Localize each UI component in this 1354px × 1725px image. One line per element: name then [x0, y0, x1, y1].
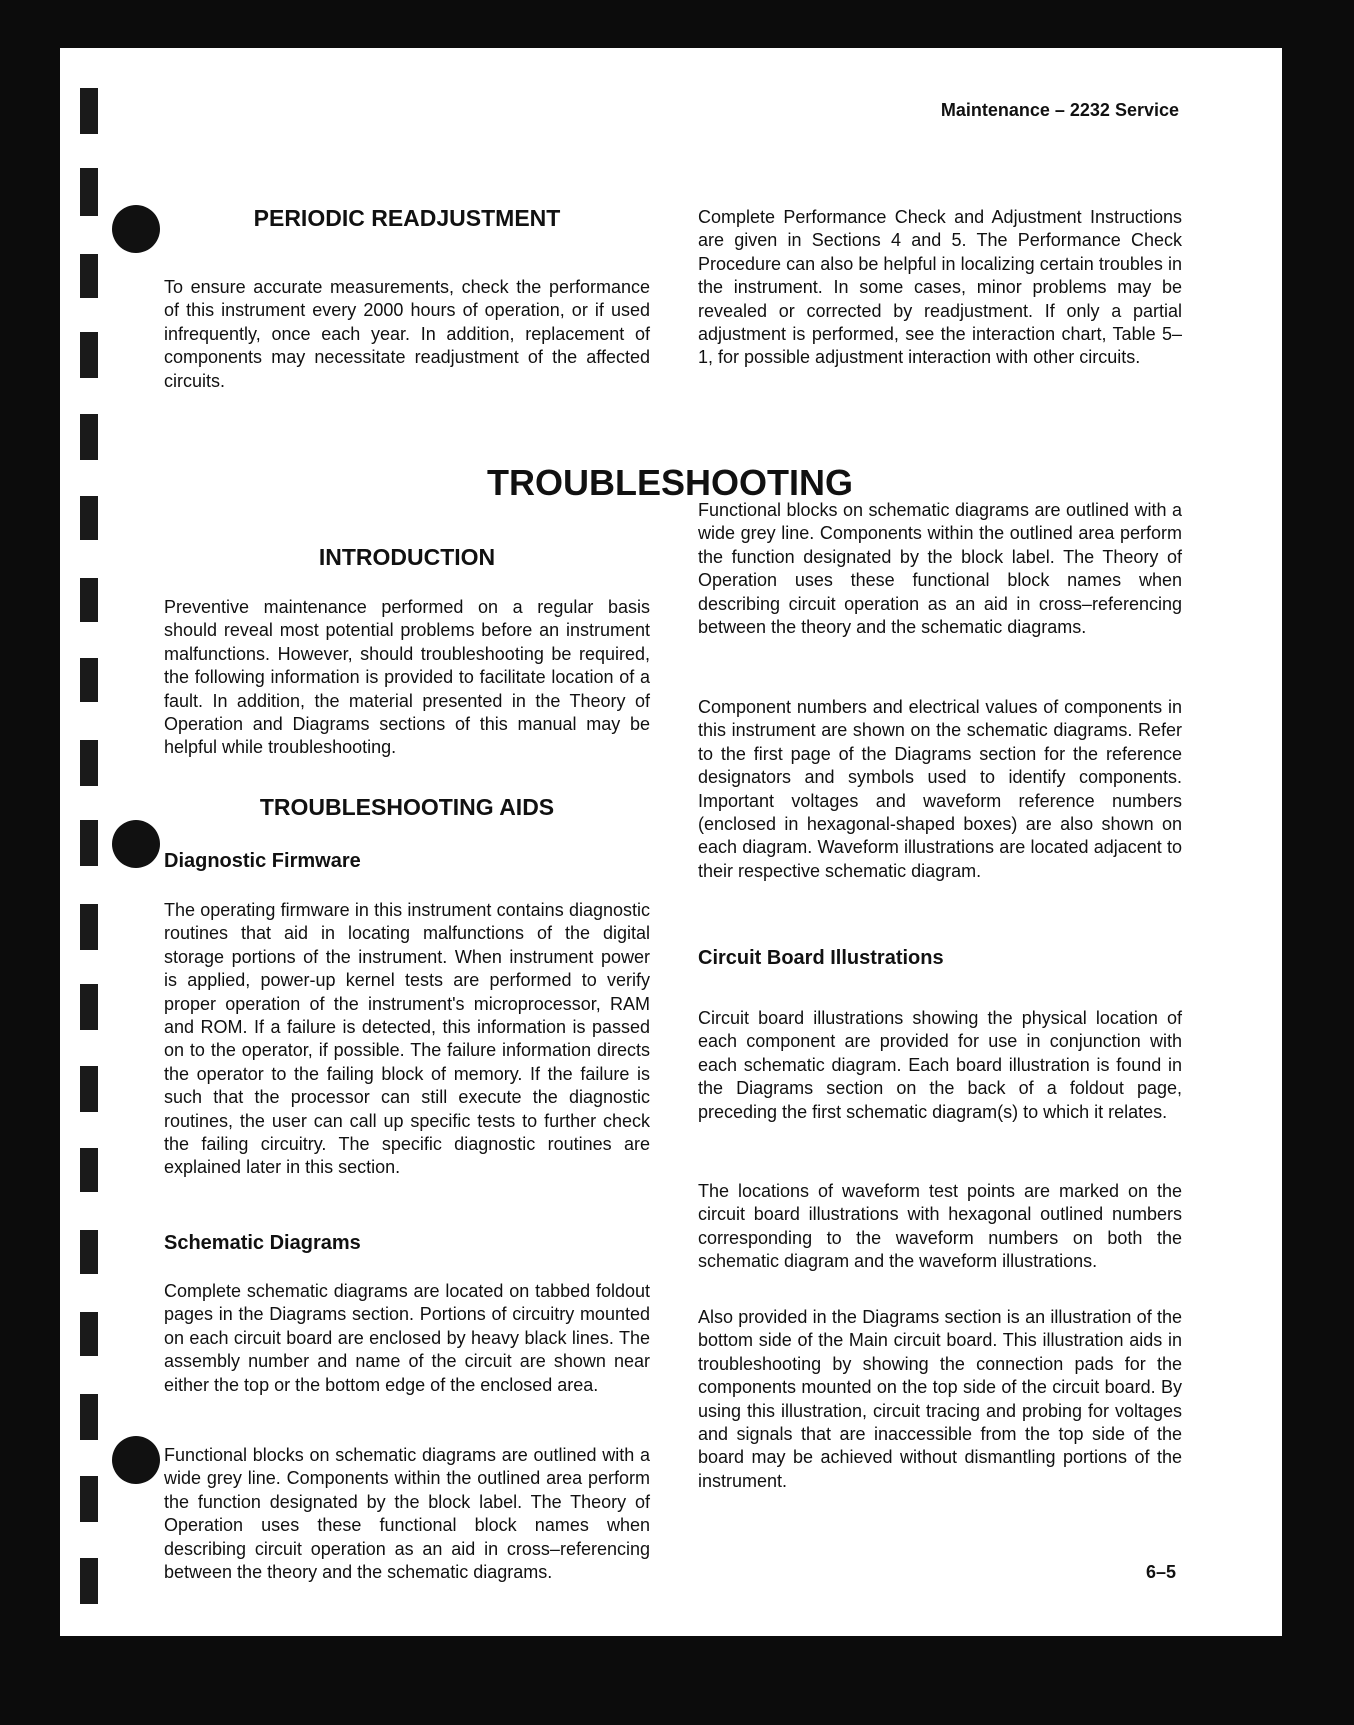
binding-mark [80, 820, 98, 866]
section-heading-periodic-readjustment: PERIODIC READJUSTMENT [253, 205, 561, 231]
binding-mark [80, 1230, 98, 1274]
punch-hole [112, 1436, 160, 1484]
paragraph: Functional blocks on schematic diagrams are outlined with a wide grey line. Components within the outlined area perform the function designated by the block label. The Theory of Operation uses these functional block names when describing circuit operation as an aid in cross–referencing between the theory and the schematic diagrams. [698, 500, 1182, 638]
binding-mark [80, 740, 98, 786]
running-header: Maintenance – 2232 Service [940, 100, 1179, 120]
page-title: TROUBLESHOOTING [487, 462, 853, 503]
binding-mark [80, 904, 98, 950]
binding-mark [80, 1476, 98, 1522]
paragraph: Preventive maintenance performed on a regular basis should reveal most potential problems before an instrument malfunctions. However, should troubleshooting be required, the following information is provided to facilitate location of a fault. In addition, the material presented in the Theory of Operation and Diagrams sections of this manual may be helpful while troubleshooting. [164, 597, 650, 758]
paragraph: Also provided in the Diagrams section is an illustration of the bottom side of the Main circuit board. This illustration aids in troubleshooting by showing the connection pads for the components mounted on the top side of the circuit board. By using this illustration, circuit tracing and probing for voltages and signals that are inaccessible from the top side of the board may be achieved without dismantling portions of the instrument. [698, 1307, 1182, 1491]
paragraph: Circuit board illustrations showing the physical location of each component are provided for use in conjunction with each schematic diagram. Each board illustration is found in the Diagrams section on the back of a foldout page, preceding the first schematic diagram(s) to which it relates. [698, 1008, 1182, 1122]
binding-mark [80, 254, 98, 298]
binding-mark [80, 1558, 98, 1604]
subheading-diagnostic-firmware: Diagnostic Firmware [164, 850, 361, 872]
binding-mark [80, 1394, 98, 1440]
binding-mark [80, 88, 98, 134]
page-number: 6–5 [1145, 1562, 1176, 1582]
section-heading-introduction: INTRODUCTION [318, 544, 496, 570]
section-heading-troubleshooting-aids: TROUBLESHOOTING AIDS [259, 794, 555, 820]
paragraph: The operating firmware in this instrument contains diagnostic routines that aid in locating malfunctions of the digital storage portions of the instrument. When instrument power is applied, power-up kernel tests are performed to verify proper operation of the instrument's microprocessor, RAM and ROM. If a failure is detected, this information is passed on to the operator, if possible. The failure information directs the operator to the failing block of memory. If the failure is such that the processor can still execute the diagnostic routines, the user can call up specific tests to further check the failing circuitry. The specific diagnostic routines are explained later in this section. [164, 900, 650, 1178]
punch-hole [112, 820, 160, 868]
binding-mark [80, 332, 98, 378]
paragraph: Functional blocks on schematic diagrams are outlined with a wide grey line. Components within the outlined area perform the function designated by the block label. The Theory of Operation uses these functional block names when describing circuit operation as an aid in cross–referencing between the theory and the schematic diagrams. [164, 1445, 650, 1583]
binding-mark [80, 984, 98, 1030]
binding-mark [80, 414, 98, 460]
paragraph: Complete schematic diagrams are located on tabbed foldout pages in the Diagrams section. Portions of circuitry mounted on each circuit board are enclosed by heavy black lines. The assembly number and name of the circuit are shown near either the top or the bottom edge of the enclosed area. [164, 1281, 650, 1395]
binding-mark [80, 168, 98, 216]
subheading-schematic-diagrams: Schematic Diagrams [164, 1232, 361, 1254]
paragraph: To ensure accurate measurements, check the performance of this instrument every 2000 hours of operation, or if used infrequently, once each year. In addition, replacement of components may necessitate readjustment of the affected circuits. [164, 277, 650, 391]
binding-mark [80, 1312, 98, 1356]
binding-mark [80, 1148, 98, 1192]
paragraph: The locations of waveform test points are marked on the circuit board illustrations with hexagonal outlined numbers corresponding to the waveform numbers on both the schematic diagram and the waveform illustrations. [698, 1181, 1182, 1272]
binding-mark [80, 658, 98, 702]
subheading-circuit-board-illustrations: Circuit Board Illustrations [698, 947, 944, 969]
paragraph: Complete Performance Check and Adjustment Instructions are given in Sections 4 and 5. The Performance Check Procedure can also be helpful in localizing certain troubles in the instrument. In some cases, minor problems may be revealed or corrected by readjustment. If only a partial adjustment is performed, see the interaction chart, Table 5–1, for possible adjustment interaction with other circuits. [698, 207, 1182, 368]
binding-mark [80, 578, 98, 622]
binding-mark [80, 1066, 98, 1112]
paragraph: Component numbers and electrical values of components in this instrument are shown on the schematic diagrams. Refer to the first page of the Diagrams section for the reference designators and symbols used to identify components. Important voltages and waveform reference numbers (enclosed in hexagonal-shaped boxes) are also shown on each diagram. Waveform illustrations are located adjacent to their respective schematic diagram. [698, 697, 1182, 881]
punch-hole [112, 205, 160, 253]
